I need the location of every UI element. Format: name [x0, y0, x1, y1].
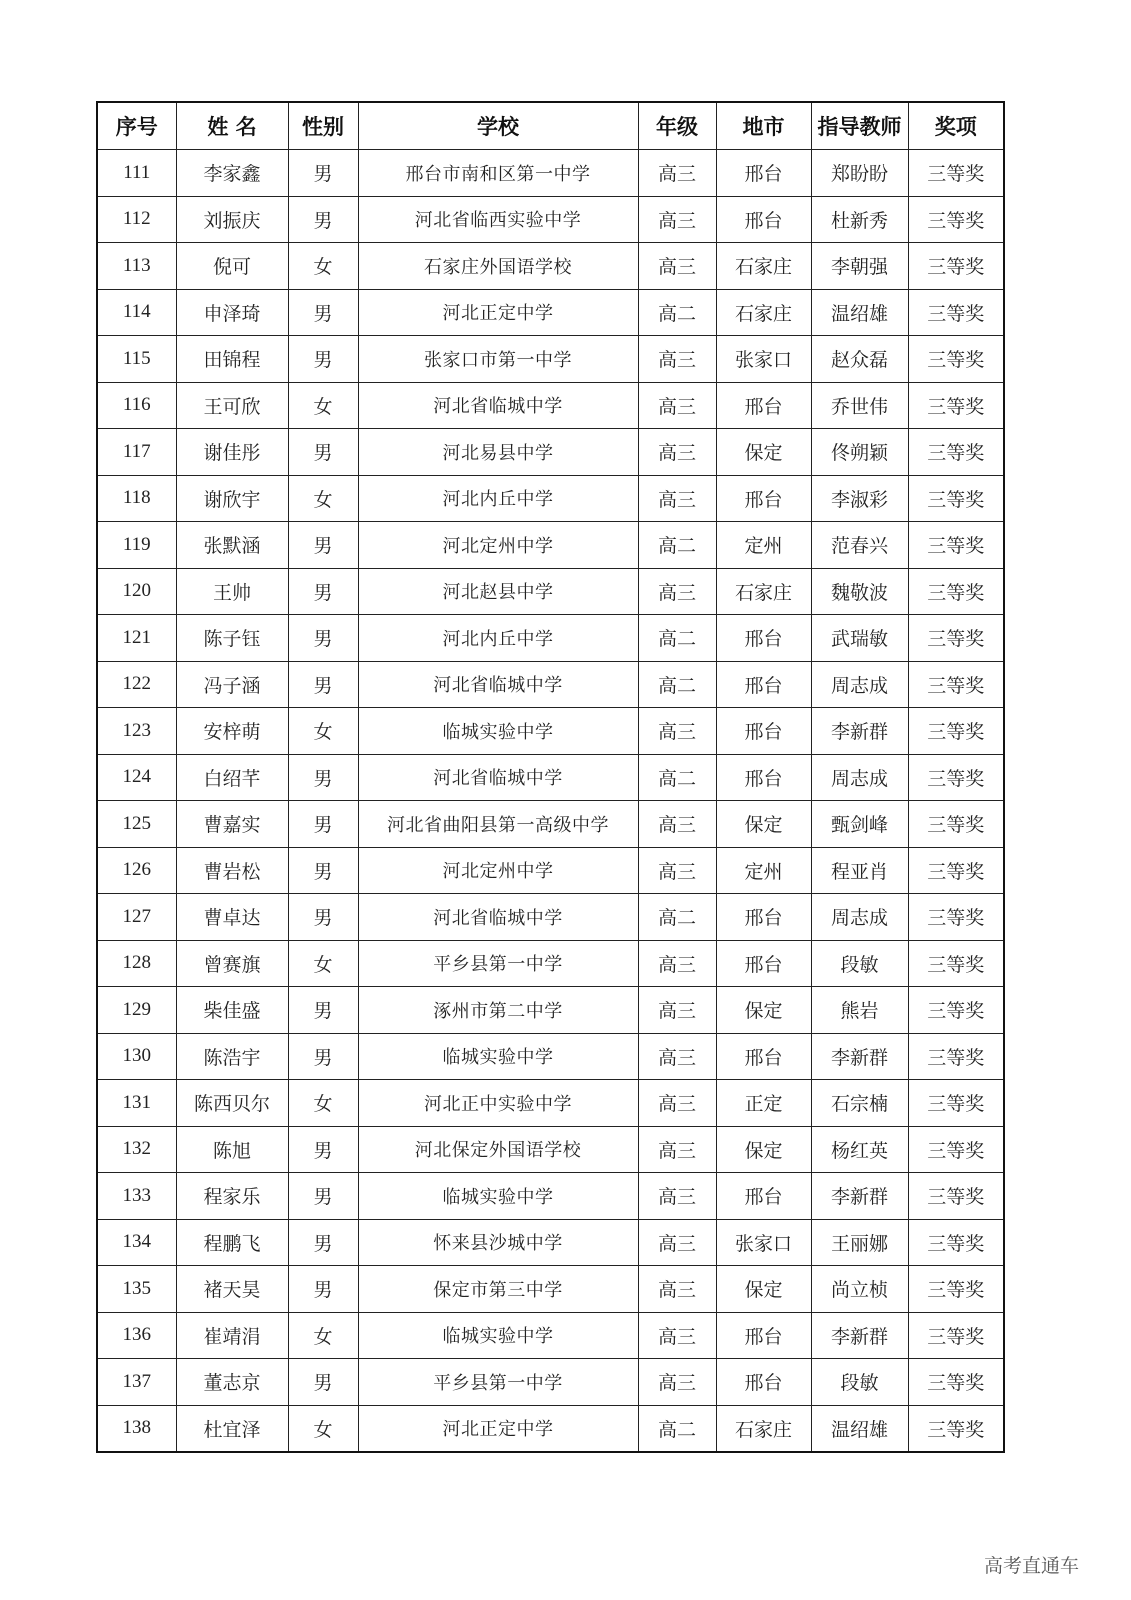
cell-school: 河北正定中学: [358, 289, 638, 336]
cell-award: 三等奖: [908, 382, 1004, 429]
cell-city: 保定: [716, 801, 811, 848]
cell-city: 邢台: [716, 940, 811, 987]
header-school: 学校: [358, 102, 638, 150]
header-name: 姓 名: [176, 102, 288, 150]
cell-name: 陈西贝尔: [176, 1080, 288, 1127]
cell-city: 邢台: [716, 1033, 811, 1080]
cell-award: 三等奖: [908, 708, 1004, 755]
cell-school: 河北省临城中学: [358, 661, 638, 708]
cell-school: 河北省临西实验中学: [358, 196, 638, 243]
cell-index: 131: [97, 1080, 176, 1127]
cell-index: 136: [97, 1312, 176, 1359]
table-row: [97, 801, 1004, 848]
award-table: [96, 101, 1005, 1453]
cell-name: 张默涵: [176, 522, 288, 569]
cell-award: 三等奖: [908, 475, 1004, 522]
table-row: [97, 708, 1004, 755]
cell-school: 河北保定外国语学校: [358, 1126, 638, 1173]
cell-grade: 高三: [638, 1219, 716, 1266]
cell-index: 133: [97, 1173, 176, 1220]
table-row: [97, 754, 1004, 801]
header-award: 奖项: [908, 102, 1004, 150]
cell-index: 123: [97, 708, 176, 755]
cell-grade: 高三: [638, 243, 716, 290]
cell-gender: 男: [288, 1173, 358, 1220]
cell-award: 三等奖: [908, 847, 1004, 894]
cell-school: 河北赵县中学: [358, 568, 638, 615]
cell-award: 三等奖: [908, 801, 1004, 848]
cell-gender: 男: [288, 847, 358, 894]
cell-index: 129: [97, 987, 176, 1034]
table-row: [97, 336, 1004, 383]
cell-grade: 高三: [638, 1266, 716, 1313]
cell-teacher: 李淑彩: [811, 475, 908, 522]
cell-name: 陈浩宇: [176, 1033, 288, 1080]
cell-city: 邢台: [716, 894, 811, 941]
table-row: [97, 475, 1004, 522]
cell-grade: 高三: [638, 150, 716, 197]
cell-city: 邢台: [716, 708, 811, 755]
cell-name: 李家鑫: [176, 150, 288, 197]
cell-name: 曹卓达: [176, 894, 288, 941]
table-row: [97, 1359, 1004, 1406]
cell-gender: 男: [288, 289, 358, 336]
cell-teacher: 周志成: [811, 754, 908, 801]
cell-gender: 男: [288, 615, 358, 662]
cell-grade: 高二: [638, 615, 716, 662]
cell-teacher: 尚立桢: [811, 1266, 908, 1313]
table-row: [97, 661, 1004, 708]
cell-name: 陈旭: [176, 1126, 288, 1173]
cell-gender: 男: [288, 1126, 358, 1173]
cell-award: 三等奖: [908, 1312, 1004, 1359]
cell-index: 121: [97, 615, 176, 662]
table-row: [97, 429, 1004, 476]
header-row: [97, 102, 1004, 150]
cell-name: 白绍芊: [176, 754, 288, 801]
cell-name: 田锦程: [176, 336, 288, 383]
cell-school: 河北定州中学: [358, 847, 638, 894]
cell-award: 三等奖: [908, 615, 1004, 662]
cell-city: 保定: [716, 1126, 811, 1173]
cell-award: 三等奖: [908, 336, 1004, 383]
cell-grade: 高三: [638, 568, 716, 615]
cell-city: 正定: [716, 1080, 811, 1127]
cell-grade: 高二: [638, 661, 716, 708]
cell-gender: 男: [288, 336, 358, 383]
cell-teacher: 赵众磊: [811, 336, 908, 383]
cell-city: 石家庄: [716, 289, 811, 336]
cell-school: 河北省临城中学: [358, 754, 638, 801]
cell-award: 三等奖: [908, 754, 1004, 801]
cell-teacher: 郑盼盼: [811, 150, 908, 197]
cell-city: 邢台: [716, 150, 811, 197]
cell-gender: 女: [288, 1312, 358, 1359]
cell-city: 石家庄: [716, 1405, 811, 1452]
cell-grade: 高三: [638, 1173, 716, 1220]
cell-index: 126: [97, 847, 176, 894]
cell-name: 程鹏飞: [176, 1219, 288, 1266]
cell-award: 三等奖: [908, 1219, 1004, 1266]
cell-grade: 高三: [638, 847, 716, 894]
cell-index: 124: [97, 754, 176, 801]
table-row: [97, 568, 1004, 615]
cell-name: 柴佳盛: [176, 987, 288, 1034]
cell-award: 三等奖: [908, 568, 1004, 615]
cell-school: 河北省临城中学: [358, 382, 638, 429]
cell-name: 程家乐: [176, 1173, 288, 1220]
cell-gender: 男: [288, 150, 358, 197]
cell-school: 临城实验中学: [358, 1312, 638, 1359]
cell-school: 河北内丘中学: [358, 475, 638, 522]
cell-name: 曹岩松: [176, 847, 288, 894]
cell-name: 崔靖涓: [176, 1312, 288, 1359]
cell-city: 保定: [716, 987, 811, 1034]
cell-award: 三等奖: [908, 1080, 1004, 1127]
cell-teacher: 王丽娜: [811, 1219, 908, 1266]
cell-city: 邢台: [716, 382, 811, 429]
table-row: [97, 894, 1004, 941]
cell-index: 118: [97, 475, 176, 522]
cell-grade: 高二: [638, 522, 716, 569]
table-row: [97, 243, 1004, 290]
cell-city: 张家口: [716, 336, 811, 383]
cell-grade: 高三: [638, 196, 716, 243]
cell-school: 河北定州中学: [358, 522, 638, 569]
table-row: [97, 1080, 1004, 1127]
cell-teacher: 李新群: [811, 1033, 908, 1080]
cell-name: 申泽琦: [176, 289, 288, 336]
cell-teacher: 杨红英: [811, 1126, 908, 1173]
header-teacher: 指导教师: [811, 102, 908, 150]
cell-award: 三等奖: [908, 1126, 1004, 1173]
cell-gender: 男: [288, 987, 358, 1034]
cell-grade: 高三: [638, 1359, 716, 1406]
cell-city: 邢台: [716, 1312, 811, 1359]
cell-teacher: 李新群: [811, 708, 908, 755]
cell-teacher: 武瑞敏: [811, 615, 908, 662]
cell-award: 三等奖: [908, 1405, 1004, 1452]
cell-name: 曾赛旗: [176, 940, 288, 987]
cell-school: 张家口市第一中学: [358, 336, 638, 383]
cell-teacher: 温绍雄: [811, 289, 908, 336]
cell-grade: 高二: [638, 1405, 716, 1452]
table-row: [97, 1266, 1004, 1313]
cell-grade: 高三: [638, 1126, 716, 1173]
cell-school: 石家庄外国语学校: [358, 243, 638, 290]
cell-city: 张家口: [716, 1219, 811, 1266]
cell-gender: 男: [288, 661, 358, 708]
cell-award: 三等奖: [908, 243, 1004, 290]
cell-index: 114: [97, 289, 176, 336]
cell-school: 河北省曲阳县第一高级中学: [358, 801, 638, 848]
cell-grade: 高三: [638, 987, 716, 1034]
watermark-text: 高考直通车: [983, 1555, 1079, 1577]
cell-name: 王可欣: [176, 382, 288, 429]
cell-name: 安梓萌: [176, 708, 288, 755]
table-row: [97, 615, 1004, 662]
cell-index: 134: [97, 1219, 176, 1266]
cell-grade: 高三: [638, 1312, 716, 1359]
cell-name: 倪可: [176, 243, 288, 290]
cell-school: 临城实验中学: [358, 1033, 638, 1080]
cell-school: 邢台市南和区第一中学: [358, 150, 638, 197]
cell-gender: 男: [288, 196, 358, 243]
cell-gender: 男: [288, 1219, 358, 1266]
cell-name: 褚天昊: [176, 1266, 288, 1313]
cell-award: 三等奖: [908, 429, 1004, 476]
cell-city: 定州: [716, 522, 811, 569]
cell-index: 135: [97, 1266, 176, 1313]
cell-city: 邢台: [716, 661, 811, 708]
cell-city: 保定: [716, 429, 811, 476]
cell-index: 120: [97, 568, 176, 615]
header-index: 序号: [97, 102, 176, 150]
table-row: [97, 150, 1004, 197]
cell-gender: 女: [288, 940, 358, 987]
cell-gender: 女: [288, 382, 358, 429]
cell-index: 130: [97, 1033, 176, 1080]
cell-city: 石家庄: [716, 243, 811, 290]
cell-index: 117: [97, 429, 176, 476]
cell-index: 128: [97, 940, 176, 987]
cell-grade: 高三: [638, 708, 716, 755]
cell-grade: 高三: [638, 429, 716, 476]
header-grade: 年级: [638, 102, 716, 150]
cell-gender: 女: [288, 475, 358, 522]
table-row: [97, 522, 1004, 569]
cell-index: 122: [97, 661, 176, 708]
cell-award: 三等奖: [908, 987, 1004, 1034]
cell-award: 三等奖: [908, 289, 1004, 336]
table-row: [97, 382, 1004, 429]
cell-school: 涿州市第二中学: [358, 987, 638, 1034]
cell-name: 陈子钰: [176, 615, 288, 662]
cell-school: 怀来县沙城中学: [358, 1219, 638, 1266]
cell-school: 平乡县第一中学: [358, 1359, 638, 1406]
table-row: [97, 1219, 1004, 1266]
table-row: [97, 196, 1004, 243]
cell-award: 三等奖: [908, 661, 1004, 708]
cell-city: 石家庄: [716, 568, 811, 615]
cell-index: 111: [97, 150, 176, 197]
cell-gender: 男: [288, 801, 358, 848]
cell-school: 临城实验中学: [358, 708, 638, 755]
cell-gender: 女: [288, 708, 358, 755]
cell-gender: 女: [288, 243, 358, 290]
table-row: [97, 847, 1004, 894]
cell-teacher: 李新群: [811, 1312, 908, 1359]
cell-name: 曹嘉实: [176, 801, 288, 848]
cell-gender: 女: [288, 1080, 358, 1127]
cell-award: 三等奖: [908, 150, 1004, 197]
cell-school: 保定市第三中学: [358, 1266, 638, 1313]
cell-teacher: 范春兴: [811, 522, 908, 569]
cell-teacher: 杜新秀: [811, 196, 908, 243]
cell-index: 116: [97, 382, 176, 429]
cell-city: 邢台: [716, 754, 811, 801]
cell-index: 132: [97, 1126, 176, 1173]
header-city: 地市: [716, 102, 811, 150]
cell-school: 河北省临城中学: [358, 894, 638, 941]
cell-school: 河北正中实验中学: [358, 1080, 638, 1127]
cell-award: 三等奖: [908, 1359, 1004, 1406]
table-row: [97, 1173, 1004, 1220]
cell-teacher: 乔世伟: [811, 382, 908, 429]
table-row: [97, 1033, 1004, 1080]
cell-index: 125: [97, 801, 176, 848]
cell-teacher: 温绍雄: [811, 1405, 908, 1452]
cell-school: 临城实验中学: [358, 1173, 638, 1220]
cell-name: 杜宜泽: [176, 1405, 288, 1452]
cell-teacher: 周志成: [811, 894, 908, 941]
cell-grade: 高二: [638, 894, 716, 941]
cell-name: 谢欣宇: [176, 475, 288, 522]
cell-grade: 高三: [638, 1033, 716, 1080]
cell-teacher: 段敏: [811, 940, 908, 987]
cell-grade: 高三: [638, 336, 716, 383]
cell-city: 保定: [716, 1266, 811, 1313]
cell-gender: 女: [288, 1405, 358, 1452]
cell-grade: 高三: [638, 1080, 716, 1127]
cell-name: 谢佳彤: [176, 429, 288, 476]
cell-gender: 男: [288, 894, 358, 941]
cell-name: 冯子涵: [176, 661, 288, 708]
cell-index: 115: [97, 336, 176, 383]
cell-index: 112: [97, 196, 176, 243]
table-row: [97, 1405, 1004, 1452]
cell-teacher: 李朝强: [811, 243, 908, 290]
cell-index: 113: [97, 243, 176, 290]
cell-school: 河北正定中学: [358, 1405, 638, 1452]
cell-gender: 男: [288, 568, 358, 615]
cell-city: 邢台: [716, 1173, 811, 1220]
cell-school: 河北易县中学: [358, 429, 638, 476]
cell-gender: 男: [288, 1033, 358, 1080]
cell-index: 119: [97, 522, 176, 569]
table-row: [97, 987, 1004, 1034]
cell-grade: 高三: [638, 382, 716, 429]
cell-teacher: 石宗楠: [811, 1080, 908, 1127]
cell-teacher: 佟朔颖: [811, 429, 908, 476]
cell-award: 三等奖: [908, 522, 1004, 569]
header-gender: 性别: [288, 102, 358, 150]
table-row: [97, 1312, 1004, 1359]
cell-name: 刘振庆: [176, 196, 288, 243]
cell-award: 三等奖: [908, 196, 1004, 243]
cell-city: 邢台: [716, 196, 811, 243]
cell-gender: 男: [288, 429, 358, 476]
cell-teacher: 李新群: [811, 1173, 908, 1220]
cell-city: 邢台: [716, 475, 811, 522]
cell-teacher: 周志成: [811, 661, 908, 708]
cell-name: 董志京: [176, 1359, 288, 1406]
cell-gender: 男: [288, 1266, 358, 1313]
cell-grade: 高三: [638, 801, 716, 848]
cell-school: 平乡县第一中学: [358, 940, 638, 987]
cell-gender: 男: [288, 754, 358, 801]
cell-award: 三等奖: [908, 1266, 1004, 1313]
cell-name: 王帅: [176, 568, 288, 615]
table-row: [97, 289, 1004, 336]
table-row: [97, 1126, 1004, 1173]
cell-grade: 高三: [638, 940, 716, 987]
cell-school: 河北内丘中学: [358, 615, 638, 662]
cell-gender: 男: [288, 1359, 358, 1406]
table-body: [97, 150, 1004, 1453]
cell-grade: 高二: [638, 289, 716, 336]
cell-index: 127: [97, 894, 176, 941]
cell-grade: 高三: [638, 475, 716, 522]
cell-award: 三等奖: [908, 894, 1004, 941]
cell-teacher: 魏敬波: [811, 568, 908, 615]
cell-city: 邢台: [716, 1359, 811, 1406]
cell-index: 138: [97, 1405, 176, 1452]
cell-award: 三等奖: [908, 1173, 1004, 1220]
cell-teacher: 熊岩: [811, 987, 908, 1034]
cell-index: 137: [97, 1359, 176, 1406]
table-row: [97, 940, 1004, 987]
cell-award: 三等奖: [908, 940, 1004, 987]
cell-teacher: 程亚肖: [811, 847, 908, 894]
cell-city: 邢台: [716, 615, 811, 662]
cell-award: 三等奖: [908, 1033, 1004, 1080]
cell-teacher: 段敏: [811, 1359, 908, 1406]
cell-grade: 高二: [638, 754, 716, 801]
cell-city: 定州: [716, 847, 811, 894]
cell-teacher: 甄剑峰: [811, 801, 908, 848]
cell-gender: 男: [288, 522, 358, 569]
